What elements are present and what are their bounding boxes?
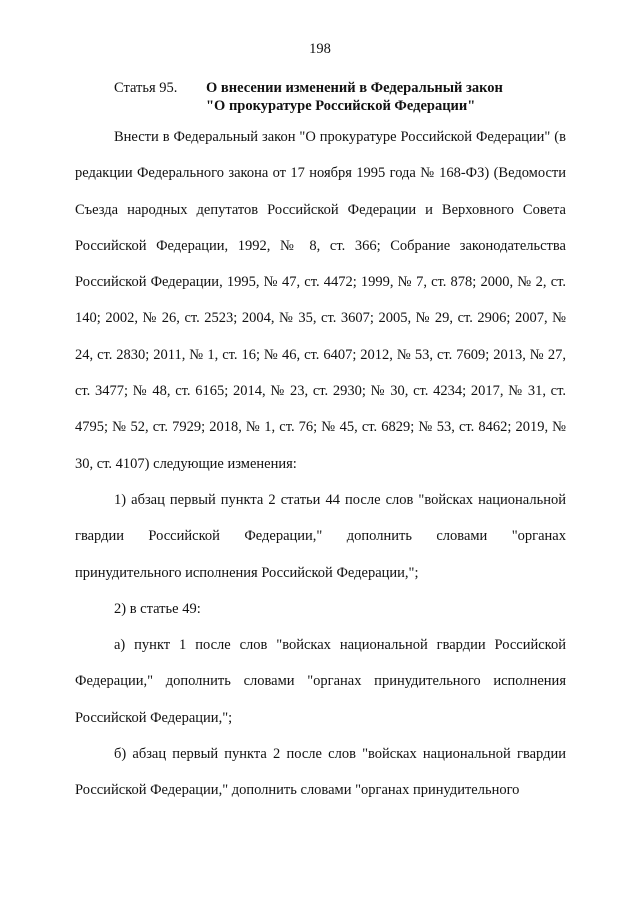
article-title (206, 79, 586, 115)
paragraph-item-2a: а) пункт 1 после слов "войсках национальной гвардии Российской Федерации," дополнить словами "органах принудительного исполнения Российской Федерации,"; (75, 637, 566, 726)
page-number: 198 (309, 41, 331, 57)
paragraph-item-2: 2) в статье 49: (114, 600, 201, 617)
article-title-line-2: "О прокуратуре Российской Федерации" (206, 98, 476, 114)
paragraph-item-2b: б) абзац первый пункта 2 после слов "войсках национальной гвардии Российской Федерации," дополнить словами "органах принудительного (75, 746, 566, 799)
paragraph-intro: Внести в Федеральный закон "О прокуратуре Российской Федерации" (в редакции Федерального закона от 17 ноября 1995 года № 168-ФЗ) (Ведомости Съезда народных депутатов Российской Федерации и Верховного Совета Российской Федерации, 1992, № 8, ст. 366; Собрание законодательства Российской Федерации, 1995, № 47, ст. 4472; 1999, № 7, ст. 878; 2000, № 2, ст. 140; 2002, № 26, ст. 2523; 2004, № 35, ст. 3607; 2005, № 29, ст. 2906; 2007, № 24, ст. 2830; 2011, № 1, ст. 16; № 46, ст. 6407; 2012, № 53, ст. 7609; 2013, № 27, ст. 3477; № 48, ст. 6165; 2014, № 23, ст. 2930; № 30, ст. 4234; 2017, № 31, ст. 4795; № 52, ст. 7929; 2018, № 1, ст. 76; № 45, ст. 6829; № 53, ст. 8462; 2019, № 30, ст. 4107) следующие изменения: (75, 129, 566, 472)
paragraph-item-1: 1) абзац первый пункта 2 статьи 44 после слов "войсках национальной гвардии Российской Федерации," дополнить словами "органах принудительного исполнения Российской Федерации,"; (75, 491, 566, 581)
article-label: Статья 95. (114, 80, 178, 96)
article-title-line-1: О внесении изменений в Федеральный закон (206, 80, 503, 96)
article-body (75, 119, 566, 809)
